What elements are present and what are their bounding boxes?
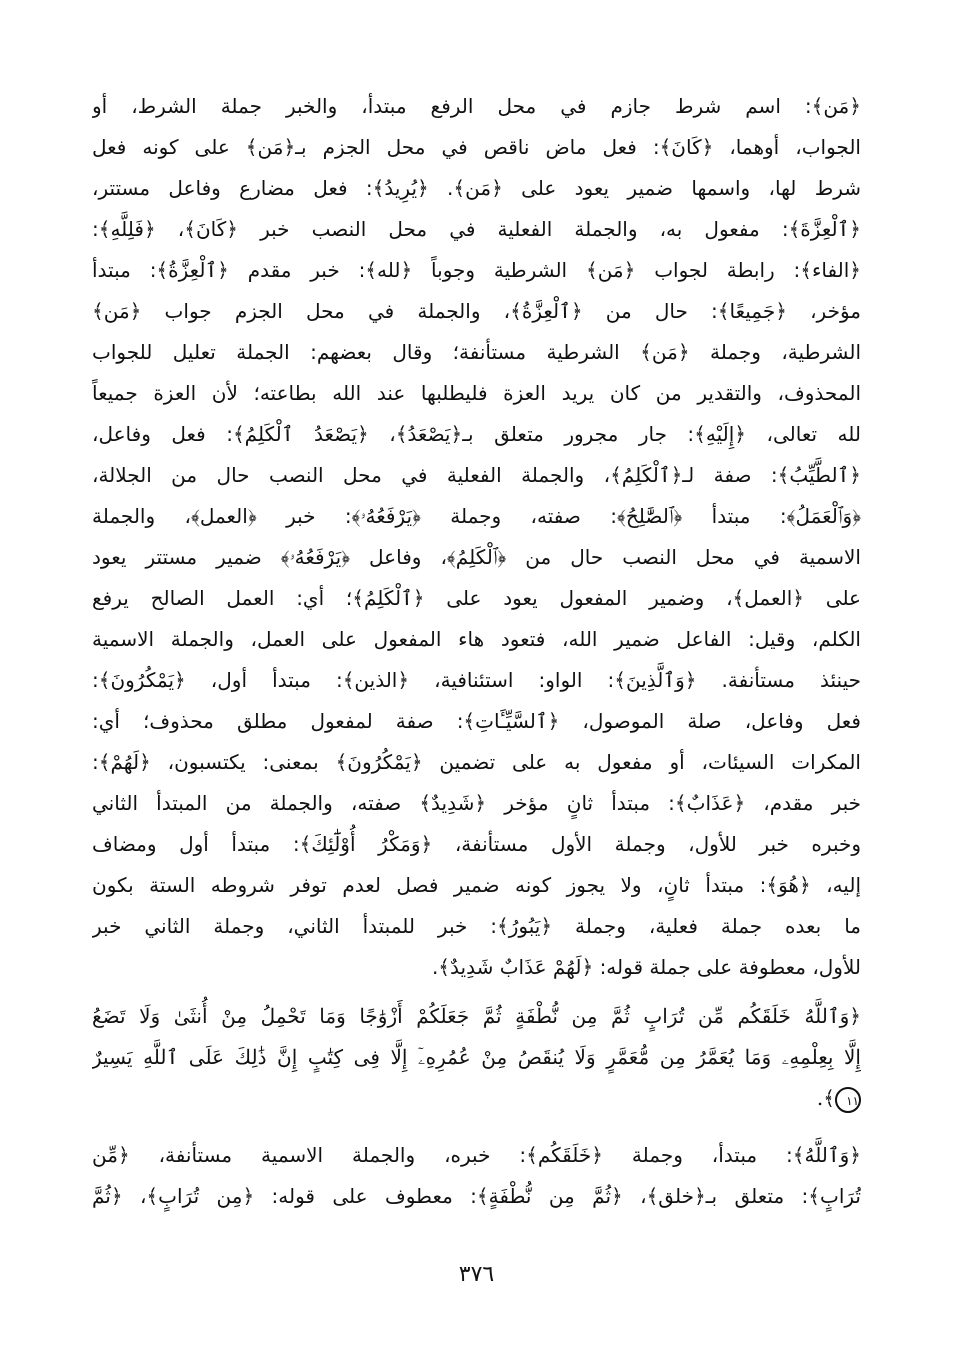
verse-line: إِلَّا بِعِلْمِهِۦ وَمَا يُعَمَّرُ مِن مُّعَمَّرٍ وَلَا يُنقَصُ مِنْ عُمُرِهِۦٓ إِلَّا فِى كِتَٰبٍ إِنَّ ذَٰلِكَ عَلَى ٱللَّهِ يَسِيرٌ <box>92 1045 861 1069</box>
verse-line: ﴿وَٱللَّهُ خَلَقَكُم مِّن تُرَابٍ ثُمَّ مِن نُّطْفَةٍ ثُمَّ جَعَلَكُمْ أَزْوَٰجًا وَمَا تَحْمِلُ مِنْ أُنثَىٰ وَلَا تَضَعُ <box>92 1004 861 1028</box>
text-line: فعل وفاعل، صلة الموصول، ﴿ٱلسَّيِّـَٔاتِ﴾: صفة لمفعول مطلق محذوف؛ أي: <box>92 709 861 733</box>
text-line: حينئذ مستأنفة. ﴿وَٱلَّذِينَ﴾: الواو: استئنافية، ﴿الذين﴾: مبتدأ أول، ﴿يَمْكُرُونَ﴾: <box>92 668 861 692</box>
text-line: الشرطية، وجملة ﴿مَن﴾ الشرطية مستأنفة؛ وقال بعضهم: الجملة تعليل للجواب <box>92 340 861 364</box>
text-line: تُرَابٍ﴾: متعلق بـ﴿خلق﴾، ﴿ثُمَّ مِن نُّطْفَةٍ﴾: معطوف على قوله: ﴿مِن تُرَابٍ﴾، ﴿ثُمَّ <box>92 1184 861 1208</box>
text-line: الكلم، وقيل: الفاعل ضمير الله، فتعود هاء المفعول على العمل، والجملة الاسمية <box>92 627 861 651</box>
text-line: لله تعالى، ﴿إِلَيْهِ﴾: جار مجرور متعلق بـ﴿يَصْعَدُ﴾، ﴿يَصْعَدُ ٱلْكَلِمُ﴾: فعل وفاعل، <box>92 422 861 446</box>
text-line: ما بعده جملة فعلية، وجملة ﴿يَبُورُ﴾: خبر للمبتدأ الثاني، وجملة الثاني خبر <box>92 914 861 938</box>
text-line: ﴿ٱلْعِزَّةَ﴾: مفعول به، والجملة الفعلية في محل النصب خبر ﴿كَانَ﴾، ﴿فَلِلَّهِ﴾: <box>92 217 861 241</box>
text-line: مؤخر، ﴿جَمِيعًا﴾: حال من ﴿ٱلْعِزَّةُ﴾، والجملة في محل الجزم جواب ﴿مَن﴾ <box>92 299 861 323</box>
page-number: ٣٧٦ <box>458 1262 495 1287</box>
text-line: الاسمية في محل النصب حال من ﴿ٱلْكَلِمُ﴾، وفاعل ﴿يَرْفَعُهُۥ﴾ ضمير مستتر يعود <box>92 545 861 569</box>
i-rab-paragraph-2 <box>92 1135 861 1217</box>
text-line: شرط لها، واسمها ضمير يعود على ﴿مَن﴾. ﴿يُرِيدُ﴾: فعل مضارع وفاعل مستتر، <box>92 176 861 200</box>
text-line: ﴿وَٱلْعَمَلُ﴾: مبتدأ ﴿ٱلصَّٰلِحُ﴾: صفته، وجملة ﴿يَرْفَعُهُۥ﴾: خبر ﴿العمل﴾، والجملة <box>92 504 861 528</box>
text-line: المحذوف، والتقدير من كان يريد العزة فليطلبها عند الله بطاعته؛ لأن العزة جميعاً <box>92 381 861 405</box>
i-rab-paragraph <box>92 86 861 988</box>
verse-closing-bracket: ﴾. <box>816 1086 835 1110</box>
text-line: المكرات السيئات، أو مفعول به على تضمين ﴿يَمْكُرُونَ﴾ بمعنى: يكتسبون، ﴿لَهُمْ﴾: <box>92 750 861 774</box>
verse-ending-line <box>92 1078 861 1119</box>
text-line: ﴿مَن﴾: اسم شرط جازم في محل الرفع مبتدأ، والخبر جملة الشرط، أو <box>92 94 861 118</box>
ayah-number-icon: ١١ <box>835 1087 861 1113</box>
text-line: للأول، معطوفة على جملة قوله: ﴿لَهُمْ عَذَابٌ شَدِيدٌ﴾. <box>431 955 861 979</box>
text-line: الجواب، أوهما، ﴿كَانَ﴾: فعل ماض ناقص في محل الجزم بـ﴿مَن﴾ على كونه فعل <box>92 135 861 159</box>
text-line: على ﴿العمل﴾، وضمير المفعول يعود على ﴿ٱلْكَلِمُ﴾؛ أي: العمل الصالح يرفع <box>92 586 861 610</box>
text-line: ﴿وَٱللَّهُ﴾: مبتدأ، وجملة ﴿خَلَقَكُم﴾: خبره، والجملة الاسمية مستأنفة، ﴿مِّن <box>92 1143 861 1167</box>
text-line: وخبره خبر للأول، وجملة الأول مستأنفة، ﴿وَمَكْرُ أُوْلَٰٓئِكَ﴾: مبتدأ أول ومضاف <box>92 832 861 856</box>
text-line: إليه، ﴿هُوَ﴾: مبتدأ ثانٍ، ولا يجوز كونه ضمير فصل لعدم توفر شروطه الستة بكون <box>92 873 861 897</box>
text-line: ﴿ٱلطَّيِّبُ﴾: صفة لـ﴿ٱلْكَلِمُ﴾، والجملة الفعلية في محل النصب حال من الجلالة، <box>92 463 861 487</box>
text-line: ﴿الفاء﴾: رابطة لجواب ﴿مَن﴾ الشرطية وجوباً ﴿لله﴾: خبر مقدم ﴿ٱلْعِزَّةُ﴾: مبتدأ <box>92 258 861 282</box>
quran-verse-block <box>92 996 861 1119</box>
text-line: خبر مقدم، ﴿عَذَابٌ﴾: مبتدأ ثانٍ مؤخر ﴿شَدِيدٌ﴾ صفته، والجملة من المبتدأ الثاني <box>92 791 861 815</box>
